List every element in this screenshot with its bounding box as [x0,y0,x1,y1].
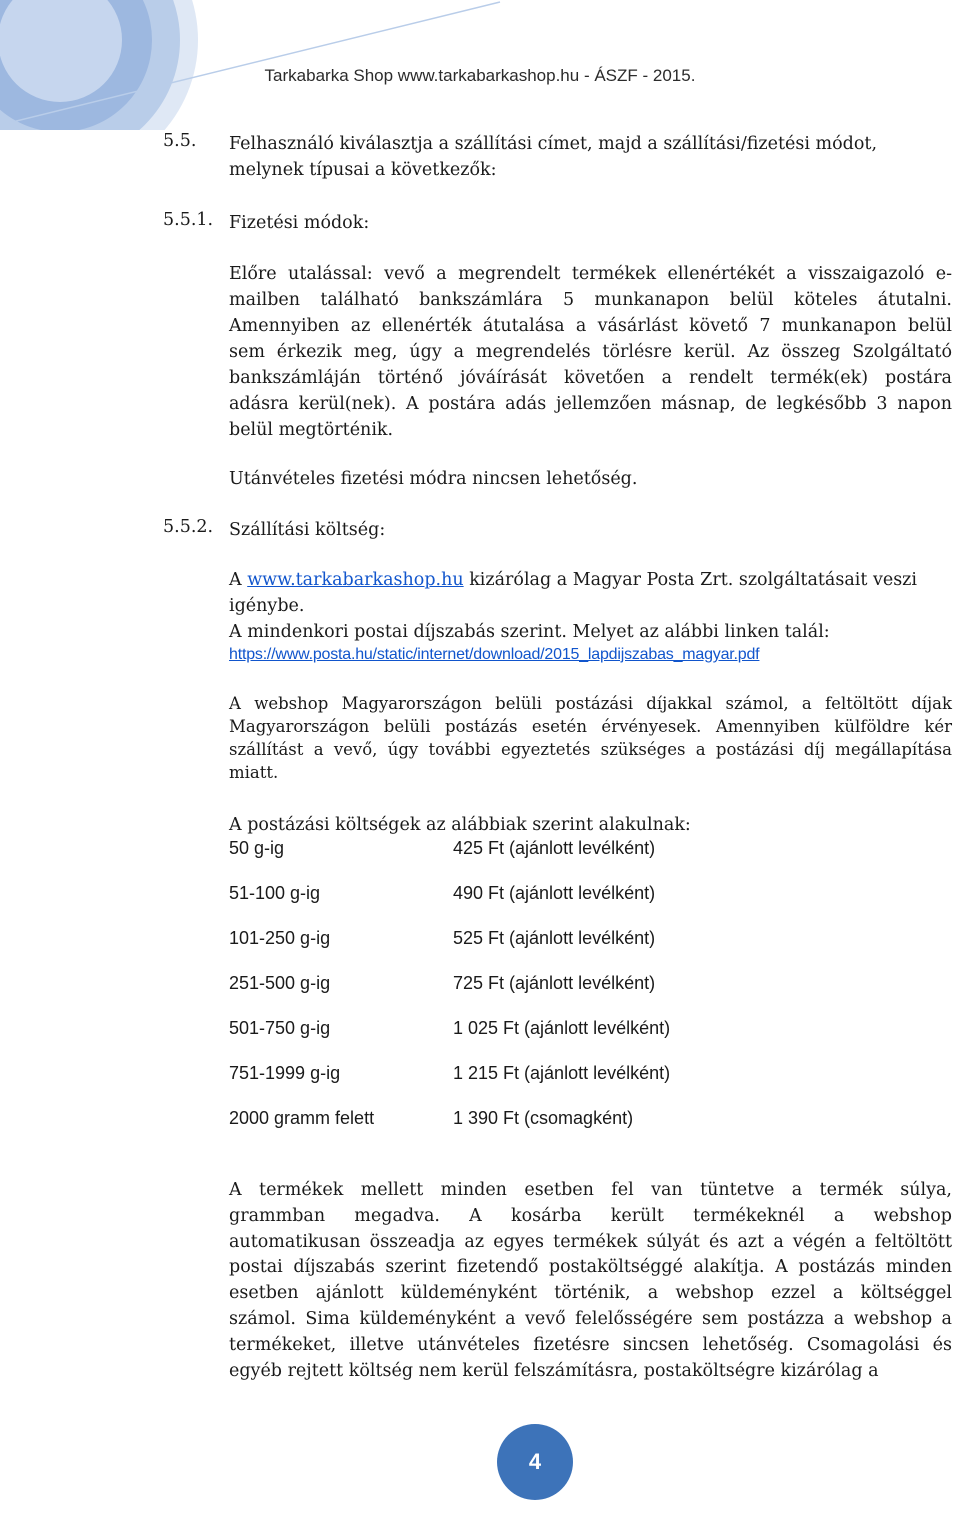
section-title: Szállítási költség: [229,520,386,540]
text-line: szállítást a vevő, úgy további egyeztetés szükséges a postázási díj megállapítása [229,740,952,759]
text-line: egyéb rejtett költség nem kerül felszámításra, postaköltségre kizárólag a [229,1360,879,1381]
text-line: A mindenkori postai díjszabás szerint. Melyet az alábbi linken talál: [229,622,830,642]
weight-cell: 50 g-ig [229,838,285,858]
text-line: Amennyiben az ellenérték átutalása a vásárlást követő 7 munkanapon belül [229,316,952,336]
text-line: Felhasználó kiválasztja a szállítási címet, majd a szállítási/fizetési módot, [229,134,878,154]
decorative-circles [0,0,520,130]
text-line: számol. Sima küldeményként a vevő felelősségére sem postázza a webshop a [229,1308,952,1329]
weight-cell: 751-1999 g-ig [229,1063,341,1083]
payment-paragraph [229,261,952,443]
text-line: esetben ajánlott küldeményként történik, a webshop ezzel a költséggel [229,1283,952,1304]
tariff-link[interactable]: https://www.posta.hu/static/internet/download/2015_lapdijszabas_magyar.pdf [229,646,760,663]
section-number: 5.5.2. [163,517,214,537]
text-line: adásra kerül(nek). A postára adás jellemzően másnap, de legkésőbb 3 napon [229,394,952,414]
text-line: Magyarországon belüli postázás esetén érvényesek. Amennyiben külföldre kér [229,717,952,736]
price-cell: 490 Ft (ajánlott levélként) [453,883,656,903]
text-line: grammban megadva. A kosárba került termékeknél a webshop [229,1205,952,1226]
cod-note: Utánvételes fizetési módra nincsen lehetőség. [229,469,638,489]
text-line: melynek típusai a következők: [229,160,497,180]
text-line: igénybe. [229,596,305,616]
page-number-badge: 4 [497,1424,573,1500]
weight-cell: 51-100 g-ig [229,883,321,903]
text-line: belül megtörténik. [229,420,394,440]
weight-cell: 2000 gramm felett [229,1108,375,1128]
price-cell: 725 Ft (ajánlott levélként) [453,973,656,993]
weight-cell: 251-500 g-ig [229,973,331,993]
section-number: 5.5. [163,131,197,151]
costs-intro: A postázási költségek az alábbiak szerint alakulnak: [229,815,691,835]
price-cell: 1 390 Ft (csomagként) [453,1108,634,1128]
weight-cell: 501-750 g-ig [229,1018,331,1038]
abroad-paragraph [229,692,952,784]
closing-paragraph [229,1178,952,1384]
weight-cell: 101-250 g-ig [229,928,331,948]
section-number: 5.5.1. [163,210,214,230]
text-line: A termékek mellett minden esetben fel van tüntetve a termék súlya, [229,1180,952,1200]
price-cell: 525 Ft (ajánlott levélként) [453,928,656,948]
page-header: Tarkabarka Shop www.tarkabarkashop.hu - ÁSZF - 2015. [264,66,696,85]
text-line: Előre utalással: vevő a megrendelt termékek ellenértékét a visszaigazoló e- [229,264,952,284]
section-5-5-text [229,131,952,183]
cost-table [229,838,829,1138]
text-line: mailben található bankszámlára 5 munkanapon belül köteles átutalni. [229,290,952,310]
text-line [229,567,952,593]
text-span: A [229,570,248,590]
text-line: termékeket, illetve utánvételes fizetésre sincsen lehetőség. Csomagolási és [229,1334,952,1355]
price-cell: 1 215 Ft (ajánlott levélként) [453,1063,671,1083]
price-cell: 425 Ft (ajánlott levélként) [453,838,656,858]
shipping-provider-text [229,567,952,645]
shop-link[interactable]: www.tarkabarkashop.hu [247,570,464,590]
text-line: bankszámláján történő jóváírását követően a rendelt termék(ek) postára [229,368,952,388]
section-title: Fizetési módok: [229,213,370,233]
price-cell: 1 025 Ft (ajánlott levélként) [453,1018,671,1038]
text-line: automatikusan összeadja az egyes termékek súlyát és azt a végén a feltöltött [229,1231,952,1252]
text-line: postai díjszabás szerint fizetendő postaköltséggé alakítja. A postázás minden [229,1257,952,1278]
text-line: sem érkezik meg, úgy a megrendelés törlésre kerül. Az összeg Szolgáltató [229,342,952,362]
text-span: kizárólag a Magyar Posta Zrt. szolgáltatásait veszi [463,570,917,590]
text-line: miatt. [229,763,279,782]
text-line: A webshop Magyarországon belüli postázási díjakkal számol, a feltöltött díjak [229,694,952,713]
